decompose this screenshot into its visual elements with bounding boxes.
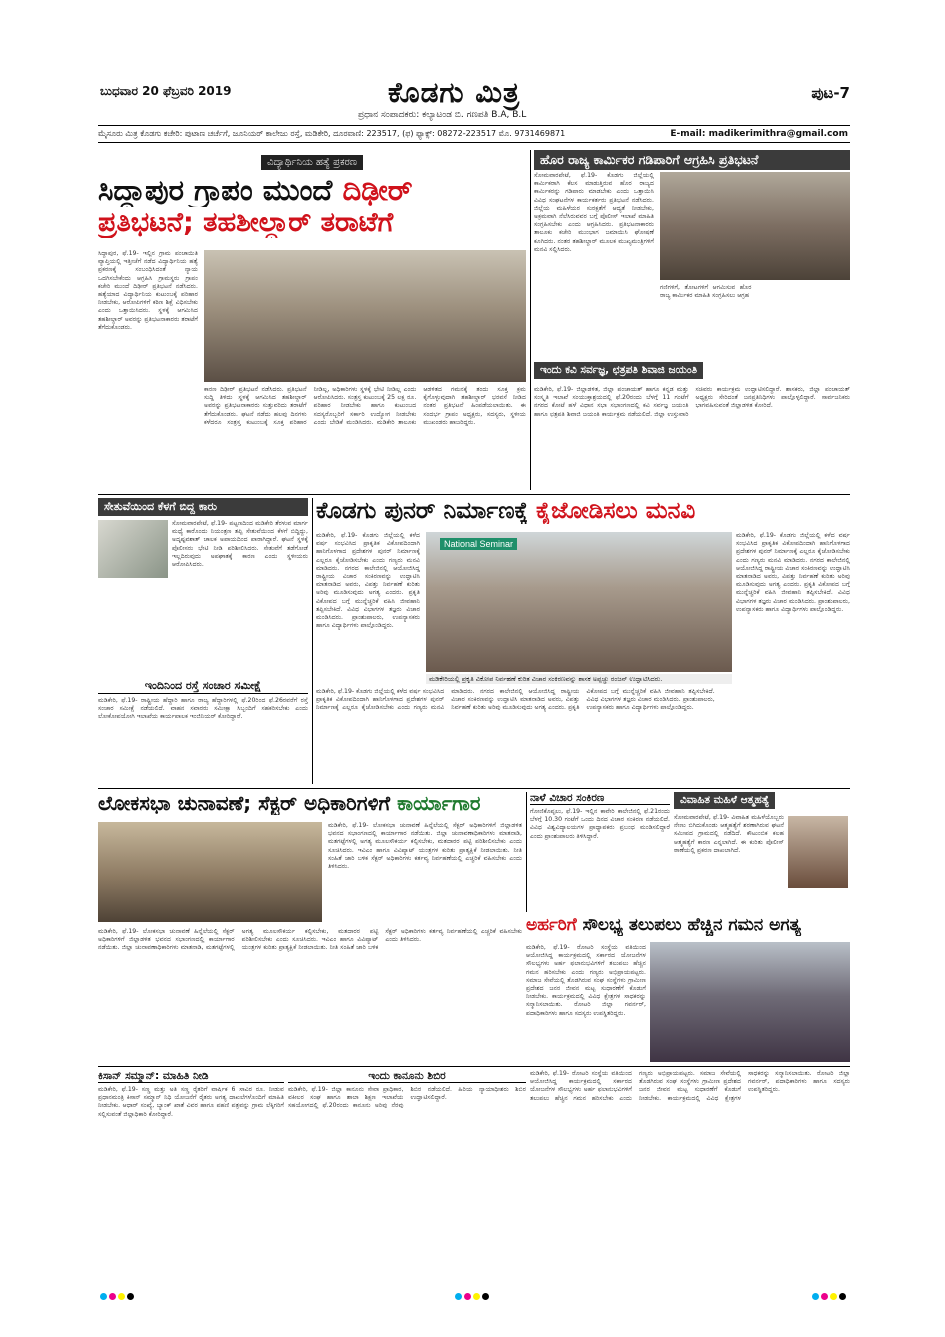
- registration-marks: [100, 1293, 134, 1300]
- headline-part: ಕೊಡಗು ಪುನರ್ ನಿರ್ಮಾಣಕ್ಕೆ: [316, 498, 528, 524]
- column-rule: [530, 150, 531, 490]
- section-rule: [98, 494, 850, 495]
- headline: ಇಂದು ಕವಿ ಸರ್ವಜ್ಞ, ಛತ್ರಪತಿ ಶಿವಾಜಿ ಜಯಂತಿ: [534, 362, 703, 379]
- headline-highlight: ದಿಢೀರ್: [342, 174, 413, 207]
- registration-marks: [812, 1293, 846, 1300]
- article-siddapura: [98, 150, 526, 490]
- issue-date: ಬುಧವಾರ 20 ಫೆಬ್ರವರಿ 2019: [100, 84, 232, 98]
- article-body: ಸೋಮವಾರಪೇಟೆ, ಫೆ.19- ವಿವಾಹಿತ ಮಹಿಳೆಯೊಬ್ಬರು ನೇಣು ಬಿಗಿದುಕೊಂಡು ಆತ್ಮಹತ್ಯೆಗೆ ಶರಣಾಗಿರುವ ಘಟನೆ ಸಮೀಪದ ಗ್ರಾಮದಲ್ಲಿ ನಡೆದಿದೆ. ಕೌಟುಂಬಿಕ ಕಲಹ ಆತ್ಮಹತ್ಯೆಗೆ ಕಾರಣ ಎನ್ನಲಾಗಿದೆ. ಈ ಕುರಿತು ಪೊಲೀಸ್ ಠಾಣೆಯಲ್ಲಿ ಪ್ರಕರಣ ದಾಖಲಾಗಿದೆ.: [674, 814, 784, 854]
- workers-protest-photo: [660, 172, 850, 280]
- article-body: ಸೋಮವಾರಪೇಟೆ, ಫೆ.19- ಪಟ್ಟಣದಿಂದ ಮಡಿಕೇರಿ ತೆರಳುವ ಮಾರ್ಗ ಮಧ್ಯೆ ಕಾರೊಂದು ನಿಯಂತ್ರಣ ತಪ್ಪಿ ಸೇತುವೆಯಿಂದ ಕೆಳಗೆ ಬಿದ್ದಿದ್ದು, ಅದೃಷ್ಟವಶಾತ್ ಚಾಲಕ ಅಪಾಯದಿಂದ ಪಾರಾಗಿದ್ದಾರೆ. ಘಟನೆ ಸ್ಥಳಕ್ಕೆ ಪೊಲೀಸರು ಭೇಟಿ ನೀಡಿ ಪರಿಶೀಲಿಸಿದರು. ಸೇತುವೆಗೆ ತಡೆಗೋಡೆ ಇಲ್ಲದಿರುವುದು ಅಪಘಾತಕ್ಕೆ ಕಾರಣ ಎಂದು ಸ್ಥಳೀಯರು ಆರೋಪಿಸಿದರು.: [172, 520, 308, 569]
- article-kicker: ವಿದ್ಯಾರ್ಥಿನಿಯ ಹತ್ಯೆ ಪ್ರಕರಣ: [261, 155, 363, 170]
- section-rule: [98, 788, 850, 789]
- contact-email: E-mail: madikerimithra@gmail.com: [670, 129, 848, 139]
- article-workers-protest: [534, 150, 850, 358]
- headline: [98, 792, 522, 815]
- headline-part: ಲೋಕಸಭಾ ಚುನಾವಣೆ; ಸೆಕ್ಟರ್ ಅಧಿಕಾರಿಗಳಿಗೆ: [98, 792, 391, 815]
- registration-marks: [455, 1293, 489, 1300]
- article-body: ಮಡಿಕೇರಿ, ಫೆ.19- ರಾಷ್ಟ್ರೀಯ ಹೆದ್ದಾರಿ ಹಾಗೂ ರಾಜ್ಯ ಹೆದ್ದಾರಿಗಳಲ್ಲಿ ಫೆ.20ರಿಂದ ಫೆ.26ರವರೆಗೆ ರಸ್ತೆ ಸಂಚಾರ ಸಮೀಕ್ಷೆ ನಡೆಯಲಿದೆ. ವಾಹನ ಸವಾರರು ಸಮೀಕ್ಷಾ ಸಿಬ್ಬಂದಿಗೆ ಸಹಕರಿಸಬೇಕು ಎಂದು ಲೋಕೋಪಯೋಗಿ ಇಲಾಖೆಯ ಕಾರ್ಯಪಾಲಕ ಇಂಜಿನಿಯರ್ ಕೋರಿದ್ದಾರೆ.: [98, 696, 308, 721]
- newspaper-title: ಕೊಡಗು ಮಿತ್ರ: [388, 76, 521, 109]
- photo-caption: ಮಡಿಕೇರಿಯಲ್ಲಿ ಪ್ರಕೃತಿ ವಿಕೋಪ ನಿರ್ವಹಣೆ ಕುರಿತ ವಿಚಾರ ಸಂಕಿರಣವನ್ನು ಶಾಸಕ ಅಪ್ಪಚ್ಚು ರಂಜನ್ ಉದ್ಘಾಟಿಸಿದರು.: [426, 674, 732, 684]
- seminar-photo: [426, 532, 732, 672]
- article-traffic-survey: [98, 680, 308, 784]
- article-body: ಮಡಿಕೇರಿ, ಫೆ.19- ಸಣ್ಣ ಮತ್ತು ಅತಿ ಸಣ್ಣ ರೈತರಿಗೆ ವಾರ್ಷಿಕ 6 ಸಾವಿರ ರೂ. ನೀಡುವ ಪ್ರಧಾನಮಂತ್ರಿ ಕಿಸಾನ್ ಸಮ್ಮಾನ್ ನಿಧಿ ಯೋಜನೆಗೆ ರೈತರು ಅಗತ್ಯ ದಾಖಲೆಗಳೊಂದಿಗೆ ಮಾಹಿತಿ ನೀಡಬೇಕು. ಆಧಾರ್ ಸಂಖ್ಯೆ, ಬ್ಯಾಂಕ್ ಖಾತೆ ವಿವರ ಹಾಗೂ ಪಹಣಿ ಪತ್ರವನ್ನು ಗ್ರಾಮ ಲೆಕ್ಕಿಗರಿಗೆ ಸಲ್ಲಿಸುವಂತೆ ಜಿಲ್ಲಾಧಿಕಾರಿ ಕೋರಿದ್ದಾರೆ.: [98, 1086, 284, 1118]
- article-seminar-tomorrow: [530, 792, 670, 912]
- article-kisan-samman: [98, 1070, 284, 1270]
- article-jayanti: [534, 362, 850, 490]
- headline: ಇಂದಿನಿಂದ ರಸ್ತೆ ಸಂಚಾರ ಸಮೀಕ್ಷೆ: [98, 680, 308, 694]
- headline: [98, 174, 526, 207]
- headline: ವಿವಾಹಿತ ಮಹಿಳೆ ಆತ್ಮಹತ್ಯೆ: [674, 792, 775, 809]
- article-body: ಗೋಣಿಕೊಪ್ಪಲು, ಫೆ.19- ಇಲ್ಲಿನ ಕಾವೇರಿ ಕಾಲೇಜಿನಲ್ಲಿ ಫೆ.21ರಂದು ಬೆಳಗ್ಗೆ 10.30 ಗಂಟೆಗೆ ಒಂದು ದಿನದ ವಿಚಾರ ಸಂಕಿರಣ ನಡೆಯಲಿದೆ. ವಿವಿಧ ವಿಶ್ವವಿದ್ಯಾಲಯಗಳ ಪ್ರಾಧ್ಯಾಪಕರು ಪ್ರಬಂಧ ಮಂಡಿಸಲಿದ್ದಾರೆ ಎಂದು ಪ್ರಾಂಶುಪಾಲರು ತಿಳಿಸಿದ್ದಾರೆ.: [530, 808, 670, 840]
- article-body: ಮಡಿಕೇರಿ, ಫೆ.19- ಜಿಲ್ಲಾ ಕಾನೂನು ಸೇವಾ ಪ್ರಾಧಿಕಾರ, ವಕೀಲರ ಸಂಘ ಹಾಗೂ ಶಾಲಾ ಶಿಕ್ಷಣ ಇಲಾಖೆಯ ಸಹಯೋಗದಲ್ಲಿ ಫೆ.20ರಂದು ಕಾನೂನು ಅರಿವು ನೆರವು ಶಿಬಿರ ನಡೆಯಲಿದೆ. ಹಿರಿಯ ನ್ಯಾಯಾಧೀಶರು ಶಿಬಿರ ಉದ್ಘಾಟಿಸಲಿದ್ದಾರೆ.: [288, 1086, 526, 1110]
- headline-line2: ಪ್ರತಿಭಟನೆ; ತಹಶೀಲ್ದಾರ್ ತರಾಟೆಗೆ: [98, 207, 394, 239]
- headline-highlight: ಕೈಜೋಡಿಸಲು ಮನವಿ: [535, 498, 696, 524]
- headline: [316, 498, 850, 524]
- workshop-photo: [98, 822, 322, 922]
- section-rule: [98, 1066, 850, 1067]
- article-legal-camp: [288, 1070, 526, 1270]
- headline-highlight: ಅರ್ಹರಿಗೆ: [526, 916, 577, 935]
- article-body-continued: ಮಡಿಕೇರಿ, ಫೆ.19- ರೋಟರಿ ಸಂಸ್ಥೆಯ ವತಿಯಿಂದ ಆಯೋಜಿಸಿದ್ದ ಕಾರ್ಯಕ್ರಮದಲ್ಲಿ ಸರ್ಕಾರದ ಯೋಜನೆಗಳ ಸೌಲಭ್ಯಗಳು ಅರ್ಹ ಫಲಾನುಭವಿಗಳಿಗೆ ತಲುಪಲು ಹೆಚ್ಚಿನ ಗಮನ ಹರಿಸಬೇಕು ಎಂದು ಗಣ್ಯರು ಅಭಿಪ್ರಾಯಪಟ್ಟರು. ಸಮಾಜ ಸೇವೆಯಲ್ಲಿ ತೊಡಗಿರುವ ಸಂಘ ಸಂಸ್ಥೆಗಳು ಗ್ರಾಮೀಣ ಪ್ರದೇಶದ ಜನರ ಜೀವನ ಮಟ್ಟ ಸುಧಾರಣೆಗೆ ಕೊಡುಗೆ ನೀಡಬೇಕು. ಕಾರ್ಯಕ್ರಮದಲ್ಲಿ ವಿವಿಧ ಕ್ಷೇತ್ರಗಳ ಸಾಧಕರನ್ನು ಸನ್ಮಾನಿಸಲಾಯಿತು. ರೋಟರಿ ಜಿಲ್ಲಾ ಗವರ್ನರ್, ಪದಾಧಿಕಾರಿಗಳು ಹಾಗೂ ಸದಸ್ಯರು ಉಪಸ್ಥಿತರಿದ್ದರು.: [530, 1070, 850, 1102]
- article-body: ಮಡಿಕೇರಿ, ಫೆ.19- ರೋಟರಿ ಸಂಸ್ಥೆಯ ವತಿಯಿಂದ ಆಯೋಜಿಸಿದ್ದ ಕಾರ್ಯಕ್ರಮದಲ್ಲಿ ಸರ್ಕಾರದ ಯೋಜನೆಗಳ ಸೌಲಭ್ಯಗಳು ಅರ್ಹ ಫಲಾನುಭವಿಗಳಿಗೆ ತಲುಪಲು ಹೆಚ್ಚಿನ ಗಮನ ಹರಿಸಬೇಕು ಎಂದು ಗಣ್ಯರು ಅಭಿಪ್ರಾಯಪಟ್ಟರು. ಸಮಾಜ ಸೇವೆಯಲ್ಲಿ ತೊಡಗಿರುವ ಸಂಘ ಸಂಸ್ಥೆಗಳು ಗ್ರಾಮೀಣ ಪ್ರದೇಶದ ಜನರ ಜೀವನ ಮಟ್ಟ ಸುಧಾರಣೆಗೆ ಕೊಡುಗೆ ನೀಡಬೇಕು. ಕಾರ್ಯಕ್ರಮದಲ್ಲಿ ವಿವಿಧ ಕ್ಷೇತ್ರಗಳ ಸಾಧಕರನ್ನು ಸನ್ಮಾನಿಸಲಾಯಿತು. ರೋಟರಿ ಜಿಲ್ಲಾ ಗವರ್ನರ್, ಪದಾಧಿಕಾರಿಗಳು ಹಾಗೂ ಸದಸ್ಯರು ಉಪಸ್ಥಿತರಿದ್ದರು.: [526, 944, 646, 1017]
- page-number: ಪುಟ-7: [811, 84, 850, 102]
- article-election-workshop: [98, 792, 522, 1062]
- portrait-photo: [788, 816, 848, 888]
- article-car-accident: [98, 498, 308, 676]
- car-photo: [98, 520, 168, 578]
- article-body: ಮಡಿಕೇರಿ, ಫೆ.19- ಕೊಡಗು ಜಿಲ್ಲೆಯಲ್ಲಿ ಕಳೆದ ವರ್ಷ ಸಂಭವಿಸಿದ ಪ್ರಾಕೃತಿಕ ವಿಕೋಪದಿಂದಾಗಿ ಹಾನಿಗೊಳಗಾದ ಪ್ರದೇಶಗಳ ಪುನರ್ ನಿರ್ಮಾಣಕ್ಕೆ ಎಲ್ಲರೂ ಕೈಜೋಡಿಸಬೇಕು ಎಂದು ಗಣ್ಯರು ಮನವಿ ಮಾಡಿದರು. ನಗರದ ಕಾಲೇಜಿನಲ್ಲಿ ಆಯೋಜಿಸಿದ್ದ ರಾಷ್ಟ್ರೀಯ ವಿಚಾರ ಸಂಕಿರಣವನ್ನು ಉದ್ಘಾಟಿಸಿ ಮಾತನಾಡಿದ ಅವರು, ವಿಪತ್ತು ನಿರ್ವಹಣೆ ಕುರಿತು ಅರಿವು ಮೂಡಿಸುವುದು ಅಗತ್ಯ ಎಂದರು. ಪ್ರಕೃತಿ ವಿಕೋಪದ ಬಗ್ಗೆ ಮುನ್ನೆಚ್ಚರಿಕೆ ವಹಿಸಿ ಜೀವಹಾನಿ ತಪ್ಪಿಸಬೇಕಿದೆ. ವಿವಿಧ ವಿಭಾಗಗಳ ತಜ್ಞರು ವಿಚಾರ ಮಂಡಿಸಿದರು. ಪ್ರಾಂಶುಪಾಲರು, ಉಪನ್ಯಾಸಕರು ಹಾಗೂ ವಿದ್ಯಾರ್ಥಿಗಳು ಪಾಲ್ಗೊಂಡಿದ್ದರು.: [316, 532, 420, 630]
- headline: ಸೇತುವೆಯಿಂದ ಕೆಳಗೆ ಬಿದ್ದ ಕಾರು: [98, 498, 308, 516]
- headline: ಹೊರ ರಾಜ್ಯ ಕಾರ್ಮಿಕರ ಗಡಿಪಾರಿಗೆ ಆಗ್ರಹಿಸಿ ಪ್ರತಿಭಟನೆ: [534, 150, 850, 170]
- headline-part: ಸಿದ್ದಾಪುರ ಗ್ರಾಪಂ ಮುಂದೆ: [98, 174, 333, 207]
- newspaper-page: [98, 70, 850, 1275]
- headline-part: ಸೌಲಭ್ಯ ತಲುಪಲು ಹೆಚ್ಚಿನ ಗಮನ ಅಗತ್ಯ: [582, 916, 801, 935]
- article-body-side: ಮಡಿಕೇರಿ, ಫೆ.19- ಲೋಕಸಭಾ ಚುನಾವಣೆ ಹಿನ್ನೆಲೆಯಲ್ಲಿ ಸೆಕ್ಟರ್ ಅಧಿಕಾರಿಗಳಿಗೆ ಜಿಲ್ಲಾಡಳಿತ ಭವನದ ಸಭಾಂಗಣದಲ್ಲಿ ಕಾರ್ಯಾಗಾರ ನಡೆಯಿತು. ಜಿಲ್ಲಾ ಚುನಾವಣಾಧಿಕಾರಿಗಳು ಮಾತನಾಡಿ, ಮತಗಟ್ಟೆಗಳಲ್ಲಿ ಅಗತ್ಯ ಮೂಲಸೌಕರ್ಯ ಕಲ್ಪಿಸಬೇಕು, ಮತದಾರರ ಪಟ್ಟಿ ಪರಿಶೀಲಿಸಬೇಕು ಎಂದು ಸೂಚಿಸಿದರು. ಇವಿಎಂ ಹಾಗೂ ವಿವಿಪ್ಯಾಟ್ ಯಂತ್ರಗಳ ಕುರಿತು ಪ್ರಾತ್ಯಕ್ಷಿಕೆ ನೀಡಲಾಯಿತು. ನೀತಿ ಸಂಹಿತೆ ಜಾರಿ ಬಳಿಕ ಸೆಕ್ಟರ್ ಅಧಿಕಾರಿಗಳು ಕರ್ತವ್ಯ ನಿರ್ವಹಣೆಯಲ್ಲಿ ಎಚ್ಚರಿಕೆ ವಹಿಸಬೇಕು ಎಂದು ತಿಳಿಸಿದರು.: [328, 822, 522, 871]
- article-suicide: [674, 792, 850, 912]
- headline: ಕಿಸಾನ್ ಸಮ್ಮಾನ್: ಮಾಹಿತಿ ನೀಡಿ: [98, 1070, 284, 1083]
- headline-highlight: ಕಾರ್ಯಾಗಾರ: [397, 792, 481, 815]
- article-kodagu-reconstruction: [316, 498, 850, 784]
- contact-strip: [98, 125, 850, 143]
- felicitation-photo: [650, 942, 850, 1062]
- article-body-continued: ಕಾರಣ ದಿಢೀರ್ ಪ್ರತಿಭಟನೆ ನಡೆಸಿದರು. ಪ್ರತಿಭಟನೆ ಸುದ್ದಿ ತಿಳಿದು ಸ್ಥಳಕ್ಕೆ ಆಗಮಿಸಿದ ತಹಶೀಲ್ದಾರ್ ಅವರನ್ನು ಪ್ರತಿಭಟನಾಕಾರರು ಸುತ್ತುವರಿದು ತರಾಟೆಗೆ ತೆಗೆದುಕೊಂಡರು. ಘಟನೆ ನಡೆದು ಹಲವು ದಿನಗಳು ಕಳೆದರೂ ಸಂತ್ರಸ್ತ ಕುಟುಂಬಕ್ಕೆ ಸೂಕ್ತ ಪರಿಹಾರ ನೀಡಿಲ್ಲ, ಅಧಿಕಾರಿಗಳು ಸ್ಥಳಕ್ಕೆ ಭೇಟಿ ನೀಡಿಲ್ಲ ಎಂದು ಆರೋಪಿಸಿದರು. ಸಂತ್ರಸ್ತ ಕುಟುಂಬಕ್ಕೆ 25 ಲಕ್ಷ ರೂ. ಪರಿಹಾರ ನೀಡಬೇಕು ಹಾಗೂ ಕುಟುಂಬದ ಸದಸ್ಯರೊಬ್ಬರಿಗೆ ಸರ್ಕಾರಿ ಉದ್ಯೋಗ ನೀಡಬೇಕು ಎಂದು ಬೇಡಿಕೆ ಮಂಡಿಸಿದರು. ಮಡಿಕೇರಿ ತಾಲೂಕು ಆಡಳಿತದ ಗಮನಕ್ಕೆ ತಂದು ಸೂಕ್ತ ಕ್ರಮ ಕೈಗೊಳ್ಳುವುದಾಗಿ ತಹಶೀಲ್ದಾರ್ ಭರವಸೆ ನೀಡಿದ ನಂತರ ಪ್ರತಿಭಟನೆ ಹಿಂಪಡೆಯಲಾಯಿತು. ಈ ಸಂದರ್ಭ ಗ್ರಾಪಂ ಅಧ್ಯಕ್ಷರು, ಸದಸ್ಯರು, ಸ್ಥಳೀಯ ಮುಖಂಡರು ಹಾಜರಿದ್ದರು.: [204, 386, 526, 426]
- article-body-continued: ಮಡಿಕೇರಿ, ಫೆ.19- ಕೊಡಗು ಜಿಲ್ಲೆಯಲ್ಲಿ ಕಳೆದ ವರ್ಷ ಸಂಭವಿಸಿದ ಪ್ರಾಕೃತಿಕ ವಿಕೋಪದಿಂದಾಗಿ ಹಾನಿಗೊಳಗಾದ ಪ್ರದೇಶಗಳ ಪುನರ್ ನಿರ್ಮಾಣಕ್ಕೆ ಎಲ್ಲರೂ ಕೈಜೋಡಿಸಬೇಕು ಎಂದು ಗಣ್ಯರು ಮನವಿ ಮಾಡಿದರು. ನಗರದ ಕಾಲೇಜಿನಲ್ಲಿ ಆಯೋಜಿಸಿದ್ದ ರಾಷ್ಟ್ರೀಯ ವಿಚಾರ ಸಂಕಿರಣವನ್ನು ಉದ್ಘಾಟಿಸಿ ಮಾತನಾಡಿದ ಅವರು, ವಿಪತ್ತು ನಿರ್ವಹಣೆ ಕುರಿತು ಅರಿವು ಮೂಡಿಸುವುದು ಅಗತ್ಯ ಎಂದರು. ಪ್ರಕೃತಿ ವಿಕೋಪದ ಬಗ್ಗೆ ಮುನ್ನೆಚ್ಚರಿಕೆ ವಹಿಸಿ ಜೀವಹಾನಿ ತಪ್ಪಿಸಬೇಕಿದೆ. ವಿವಿಧ ವಿಭಾಗಗಳ ತಜ್ಞರು ವಿಚಾರ ಮಂಡಿಸಿದರು. ಪ್ರಾಂಶುಪಾಲರು, ಉಪನ್ಯಾಸಕರು ಹಾಗೂ ವಿದ್ಯಾರ್ಥಿಗಳು ಪಾಲ್ಗೊಂಡಿದ್ದರು.: [316, 688, 715, 712]
- contact-address: ಮೈಸೂರು ಮಿತ್ರ ಕೊಡಗು ಕಚೇರಿ: ಪುಟಾಣ ಚರ್ಚೆಗೆ, ಜೂನಿಯರ್ ಕಾಲೇಜು ರಸ್ತೆ, ಮಡಿಕೇರಿ, ದೂರವಾಣಿ: 223517, (ಫ) ಫ್ಯಾಕ್ಸ್: 08272-223517 ಮೊ. 9731469871: [98, 129, 566, 138]
- article-body: ಮಡಿಕೇರಿ, ಫೆ.19- ಲೋಕಸಭಾ ಚುನಾವಣೆ ಹಿನ್ನೆಲೆಯಲ್ಲಿ ಸೆಕ್ಟರ್ ಅಧಿಕಾರಿಗಳಿಗೆ ಜಿಲ್ಲಾಡಳಿತ ಭವನದ ಸಭಾಂಗಣದಲ್ಲಿ ಕಾರ್ಯಾಗಾರ ನಡೆಯಿತು. ಜಿಲ್ಲಾ ಚುನಾವಣಾಧಿಕಾರಿಗಳು ಮಾತನಾಡಿ, ಮತಗಟ್ಟೆಗಳಲ್ಲಿ ಅಗತ್ಯ ಮೂಲಸೌಕರ್ಯ ಕಲ್ಪಿಸಬೇಕು, ಮತದಾರರ ಪಟ್ಟಿ ಪರಿಶೀಲಿಸಬೇಕು ಎಂದು ಸೂಚಿಸಿದರು. ಇವಿಎಂ ಹಾಗೂ ವಿವಿಪ್ಯಾಟ್ ಯಂತ್ರಗಳ ಕುರಿತು ಪ್ರಾತ್ಯಕ್ಷಿಕೆ ನೀಡಲಾಯಿತು. ನೀತಿ ಸಂಹಿತೆ ಜಾರಿ ಬಳಿಕ ಸೆಕ್ಟರ್ ಅಧಿಕಾರಿಗಳು ಕರ್ತವ್ಯ ನಿರ್ವಹಣೆಯಲ್ಲಿ ಎಚ್ಚರಿಕೆ ವಹಿಸಬೇಕು ಎಂದು ತಿಳಿಸಿದರು.: [98, 928, 522, 952]
- column-rule: [312, 498, 313, 784]
- article-body: ಸೋಮವಾರಪೇಟೆ, ಫೆ.19- ಕೊಡಗು ಜಿಲ್ಲೆಯಲ್ಲಿ ಕಾರ್ಮಿಕರಾಗಿ ಕೆಲಸ ಮಾಡುತ್ತಿರುವ ಹೊರ ರಾಜ್ಯದ ಕಾರ್ಮಿಕರನ್ನು ಗಡಿಪಾರು ಮಾಡಬೇಕು ಎಂದು ಒತ್ತಾಯಿಸಿ ವಿವಿಧ ಸಂಘಟನೆಗಳ ಕಾರ್ಯಕರ್ತರು ಪ್ರತಿಭಟನೆ ನಡೆಸಿದರು. ಜಿಲ್ಲೆಯ ಮಹಿಳೆಯರ ಸುರಕ್ಷತೆಗೆ ಆದ್ಯತೆ ನೀಡಬೇಕು, ಅಕ್ರಮವಾಗಿ ನೆಲೆಸಿರುವವರ ಬಗ್ಗೆ ಪೊಲೀಸ್ ಇಲಾಖೆ ಮಾಹಿತಿ ಸಂಗ್ರಹಿಸಬೇಕು ಎಂದು ಆಗ್ರಹಿಸಿದರು. ಪ್ರತಿಭಟನಾಕಾರರು ತಾಲೂಕು ಕಚೇರಿ ಮುಂಭಾಗ ಜಮಾಯಿಸಿ ಘೋಷಣೆ ಕೂಗಿದರು. ನಂತರ ತಹಶೀಲ್ದಾರ್ ಮೂಲಕ ಮುಖ್ಯಮಂತ್ರಿಗಳಿಗೆ ಮನವಿ ಸಲ್ಲಿಸಿದರು.: [534, 172, 654, 253]
- seminar-banner: National Seminar: [440, 538, 517, 550]
- headline: ನಾಳೆ ವಿಚಾರ ಸಂಕಿರಣ: [530, 792, 670, 805]
- protest-photo: [204, 250, 526, 382]
- editor-line: ಪ್ರಧಾನ ಸಂಪಾದಕರು: ಕಲ್ಯಾಟಂಡ ಬಿ. ಗಣಪತಿ B.A, B.L: [358, 110, 527, 120]
- article-benefits: [526, 916, 850, 1062]
- masthead: [98, 76, 850, 120]
- photo-caption: ಗಣಿಗಳಿಗೆ, ತೋಟಗಳಿಗೆ ಆಗಮಿಸುವ ಹೊರ ರಾಜ್ಯ ಕಾರ್ಮಿಕರ ಮಾಹಿತಿ ಸಂಗ್ರಹಿಸಲು ಆಗ್ರಹ: [660, 284, 752, 300]
- headline: ಇಂದು ಕಾನೂನು ಶಿಬಿರ: [288, 1070, 526, 1083]
- article-benefits-continued: [530, 1070, 850, 1270]
- article-body: ಮಡಿಕೇರಿ, ಫೆ.19- ಜಿಲ್ಲಾಡಳಿತ, ಜಿಲ್ಲಾ ಪಂಚಾಯತ್ ಹಾಗೂ ಕನ್ನಡ ಮತ್ತು ಸಂಸ್ಕೃತಿ ಇಲಾಖೆ ಸಂಯುಕ್ತಾಶ್ರಯದಲ್ಲಿ ಫೆ.20ರಂದು ಬೆಳಗ್ಗೆ 11 ಗಂಟೆಗೆ ನಗರದ ಕೋಟೆ ಹಳೆ ವಿಧಾನ ಸಭಾ ಸಭಾಂಗಣದಲ್ಲಿ ಕವಿ ಸರ್ವಜ್ಞ ಜಯಂತಿ ಹಾಗೂ ಛತ್ರಪತಿ ಶಿವಾಜಿ ಜಯಂತಿ ಕಾರ್ಯಕ್ರಮ ನಡೆಯಲಿದೆ. ಜಿಲ್ಲಾ ಉಸ್ತುವಾರಿ ಸಚಿವರು ಕಾರ್ಯಕ್ರಮ ಉದ್ಘಾಟಿಸಲಿದ್ದಾರೆ. ಶಾಸಕರು, ಜಿಲ್ಲಾ ಪಂಚಾಯತ್ ಅಧ್ಯಕ್ಷರು ಸೇರಿದಂತೆ ಜನಪ್ರತಿನಿಧಿಗಳು ಪಾಲ್ಗೊಳ್ಳಲಿದ್ದಾರೆ. ಸಾರ್ವಜನಿಕರು ಭಾಗವಹಿಸುವಂತೆ ಜಿಲ್ಲಾಡಳಿತ ಕೋರಿದೆ.: [534, 386, 850, 418]
- article-body-right: ಮಡಿಕೇರಿ, ಫೆ.19- ಕೊಡಗು ಜಿಲ್ಲೆಯಲ್ಲಿ ಕಳೆದ ವರ್ಷ ಸಂಭವಿಸಿದ ಪ್ರಾಕೃತಿಕ ವಿಕೋಪದಿಂದಾಗಿ ಹಾನಿಗೊಳಗಾದ ಪ್ರದೇಶಗಳ ಪುನರ್ ನಿರ್ಮಾಣಕ್ಕೆ ಎಲ್ಲರೂ ಕೈಜೋಡಿಸಬೇಕು ಎಂದು ಗಣ್ಯರು ಮನವಿ ಮಾಡಿದರು. ನಗರದ ಕಾಲೇಜಿನಲ್ಲಿ ಆಯೋಜಿಸಿದ್ದ ರಾಷ್ಟ್ರೀಯ ವಿಚಾರ ಸಂಕಿರಣವನ್ನು ಉದ್ಘಾಟಿಸಿ ಮಾತನಾಡಿದ ಅವರು, ವಿಪತ್ತು ನಿರ್ವಹಣೆ ಕುರಿತು ಅರಿವು ಮೂಡಿಸುವುದು ಅಗತ್ಯ ಎಂದರು. ಪ್ರಕೃತಿ ವಿಕೋಪದ ಬಗ್ಗೆ ಮುನ್ನೆಚ್ಚರಿಕೆ ವಹಿಸಿ ಜೀವಹಾನಿ ತಪ್ಪಿಸಬೇಕಿದೆ. ವಿವಿಧ ವಿಭಾಗಗಳ ತಜ್ಞರು ವಿಚಾರ ಮಂಡಿಸಿದರು. ಪ್ರಾಂಶುಪಾಲರು, ಉಪನ್ಯಾಸಕರು ಹಾಗೂ ವಿದ್ಯಾರ್ಥಿಗಳು ಪಾಲ್ಗೊಂಡಿದ್ದರು.: [736, 532, 850, 613]
- column-rule: [526, 792, 527, 912]
- article-body: ಸಿದ್ದಾಪುರ, ಫೆ.19- ಇಲ್ಲಿನ ಗ್ರಾಮ ಪಂಚಾಯಿತಿ ವ್ಯಾಪ್ತಿಯಲ್ಲಿ ಇತ್ತೀಚೆಗೆ ನಡೆದ ವಿದ್ಯಾರ್ಥಿನಿಯ ಹತ್ಯೆ ಪ್ರಕರಣಕ್ಕೆ ಸಂಬಂಧಿಸಿದಂತೆ ನ್ಯಾಯ ಒದಗಿಸಬೇಕೆಂದು ಆಗ್ರಹಿಸಿ ಗ್ರಾಮಸ್ಥರು ಗ್ರಾಪಂ ಕಚೇರಿ ಮುಂದೆ ದಿಢೀರ್ ಪ್ರತಿಭಟನೆ ನಡೆಸಿದರು. ಹತ್ಯೆಯಾದ ವಿದ್ಯಾರ್ಥಿನಿಯ ಕುಟುಂಬಕ್ಕೆ ಪರಿಹಾರ ನೀಡಬೇಕು, ಆರೋಪಿಗಳಿಗೆ ಕಠಿಣ ಶಿಕ್ಷೆ ವಿಧಿಸಬೇಕು ಎಂದು ಒತ್ತಾಯಿಸಿದರು. ಸ್ಥಳಕ್ಕೆ ಆಗಮಿಸಿದ ತಹಶೀಲ್ದಾರ್ ಅವರನ್ನು ಪ್ರತಿಭಟನಾಕಾರರು ತರಾಟೆಗೆ ತೆಗೆದುಕೊಂಡರು.: [98, 250, 198, 331]
- headline: [526, 916, 850, 936]
